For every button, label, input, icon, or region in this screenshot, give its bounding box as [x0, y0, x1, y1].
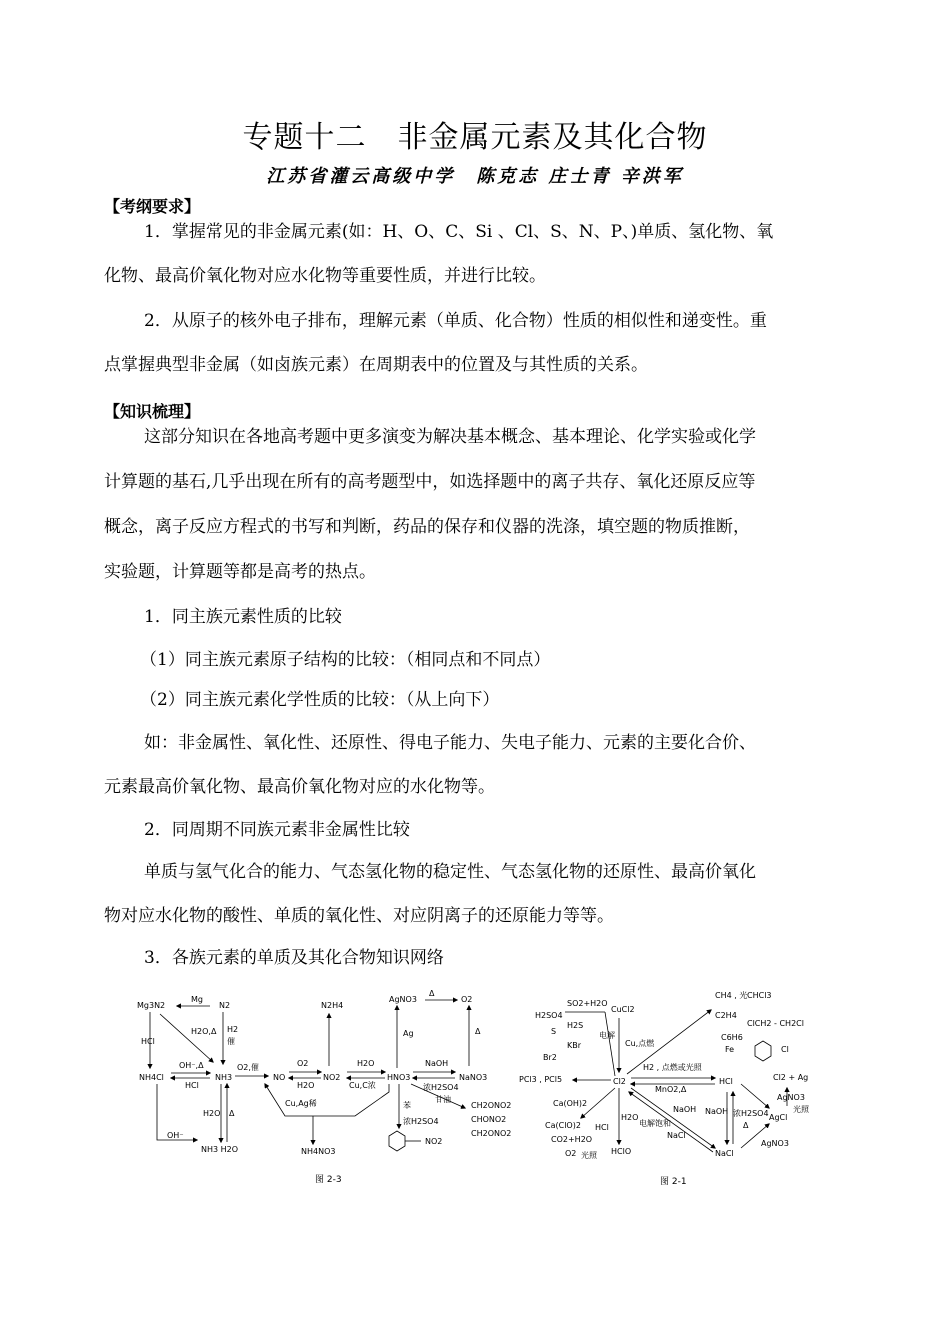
lbl-delta-3: Δ — [229, 1109, 235, 1118]
lbl-s: S — [551, 1027, 557, 1036]
lbl-oh-2: OH⁻ — [167, 1131, 184, 1140]
lbl-cl2: Cl2 — [613, 1077, 626, 1086]
lbl-br2: Br2 — [543, 1053, 557, 1062]
chlorine-network-svg — [515, 988, 825, 1163]
lbl-nano3: NaNO3 — [459, 1073, 488, 1082]
lbl-no2-b: NO2 — [425, 1137, 443, 1146]
benzene-ring-icon — [389, 1131, 405, 1151]
lbl-dianjie-baohe: 电解饱和 — [639, 1119, 671, 1128]
lbl-cu-dianran: Cu,点燃 — [625, 1039, 655, 1048]
lbl-cl2-ag: Cl2 + Ag — [773, 1073, 809, 1082]
lbl-mg3n2: Mg3N2 — [137, 1001, 166, 1010]
lbl-o2-cui: O2,催 — [237, 1063, 259, 1072]
lbl-naoh-2: NaOH — [705, 1107, 729, 1116]
lbl-nh3-h2o: NH3 H2O — [201, 1145, 239, 1154]
lbl-n2: N2 — [219, 1001, 231, 1010]
lbl-ch4: CH4 , 光 — [715, 991, 748, 1000]
requirement-2-line-1: 2．从原子的核外电子排布，理解元素（单质、化合物）性质的相似性和递变性。重 — [144, 311, 767, 331]
lbl-n2h4: N2H4 — [321, 1001, 344, 1010]
lbl-chcl3: CHCl3 — [747, 991, 772, 1000]
lbl-h2o-1: H2O — [297, 1081, 315, 1090]
lbl-h2so4: H2SO4 — [535, 1011, 563, 1020]
knowledge-para-line-3: 概念，离子反应方程式的书写和判断，药品的保存和仪器的洗涤，填空题的物质推断， — [104, 517, 750, 537]
lbl-agcl: AgCl — [769, 1113, 788, 1122]
lbl-nh3: NH3 — [215, 1073, 233, 1082]
lbl-naoh-1: NaOH — [673, 1105, 697, 1114]
lbl-h2o-r: H2O — [621, 1113, 639, 1122]
lbl-nacl-s: NaCl — [667, 1131, 686, 1140]
lbl-ester-3: CH2ONO2 — [471, 1129, 512, 1138]
lbl-oh-delta: OH⁻,Δ — [179, 1061, 204, 1070]
chlorobenzene-ring-icon — [755, 1041, 771, 1061]
lbl-o2-r: O2 — [565, 1149, 577, 1158]
lbl-nong-h2so4-r: 浓H2SO4 — [733, 1109, 769, 1118]
lbl-h2s: H2S — [567, 1021, 584, 1030]
lbl-cl: Cl — [781, 1045, 789, 1054]
item-1-heading: 1．同主族元素性质的比较 — [144, 607, 342, 627]
lbl-ester-2: CHONO2 — [471, 1115, 507, 1124]
lbl-delta-r: Δ — [743, 1121, 749, 1130]
item-1-example-line-1: 如：非金属性、氧化性、还原性、得电子能力、失电子能力、元素的主要化合价、 — [144, 733, 756, 753]
lbl-caoh2: Ca(OH)2 — [553, 1099, 588, 1108]
lbl-no: NO — [273, 1073, 286, 1082]
lbl-mg: Mg — [191, 995, 203, 1004]
lbl-kbr: KBr — [567, 1041, 582, 1050]
lbl-agno3: AgNO3 — [389, 995, 417, 1004]
lbl-nh4no3: NH4NO3 — [301, 1147, 336, 1156]
lbl-fe: Fe — [725, 1045, 735, 1054]
item-2-heading: 2．同周期不同族元素非金属性比较 — [144, 820, 410, 840]
item-1-sub-1: （1）同主族元素原子结构的比较：（相同点和不同点） — [140, 650, 551, 670]
lbl-h2o-2: H2O — [357, 1059, 375, 1068]
lbl-nh4cl: NH4Cl — [139, 1073, 164, 1082]
lbl-nacl: NaCl — [715, 1149, 734, 1158]
lbl-hcl-r: HCl — [595, 1123, 609, 1132]
item-2-line-1: 单质与氢气化合的能力、气态氢化物的稳定性、气态氢化物的还原性、最高价氧化 — [144, 862, 756, 882]
lbl-delta-2: Δ — [475, 1027, 481, 1036]
lbl-caclo2: Ca(ClO)2 — [545, 1121, 581, 1130]
lbl-h2-dianran: H2 , 点燃或光照 — [643, 1063, 702, 1072]
lbl-cu-c-nong: Cu,C浓 — [349, 1081, 376, 1090]
lbl-ag: Ag — [403, 1029, 414, 1038]
lbl-hcl2: HCl — [185, 1081, 199, 1090]
item-1-example-line-2: 元素最高价氧化物、最高价氧化物对应的水化物等。 — [104, 777, 495, 797]
chlorine-network-diagram — [515, 988, 825, 1167]
lbl-h2o-delta: H2O,Δ — [191, 1027, 217, 1036]
lbl-ben: 苯 — [403, 1101, 411, 1110]
item-1-sub-2: （2）同主族元素化学性质的比较：（从上向下） — [140, 690, 500, 710]
lbl-c2h4: C2H4 — [715, 1011, 737, 1020]
lbl-cu-ag-xi: Cu,Ag稀 — [285, 1099, 317, 1108]
knowledge-para-line-2: 计算题的基石,几乎出现在所有的高考题型中，如选择题中的离子共存、氧化还原反应等 — [104, 472, 756, 492]
lbl-agno3-b: AgNO3 — [761, 1139, 789, 1148]
right-figure-caption: 图 2-1 — [660, 1177, 687, 1187]
lbl-no2: NO2 — [323, 1073, 341, 1082]
lbl-nong-h2so4-b: 浓H2SO4 — [403, 1117, 439, 1126]
nitrogen-network-diagram — [135, 988, 525, 1162]
lbl-ganyou: 甘油 — [435, 1095, 451, 1104]
knowledge-para-line-4: 实验题，计算题等都是高考的热点。 — [104, 562, 376, 582]
lbl-hclo: HClO — [611, 1147, 632, 1156]
knowledge-heading: 【知识梳理】 — [104, 402, 201, 421]
lbl-o2-b: O2 — [461, 995, 473, 1004]
lbl-hno3: HNO3 — [387, 1073, 411, 1082]
item-3-heading: 3．各族元素的单质及其化合物知识网络 — [144, 948, 444, 968]
lbl-agno3-a: AgNO3 — [777, 1093, 805, 1102]
lbl-dianjie: 电解 — [599, 1031, 615, 1040]
authors-line: 江苏省灌云高级中学 陈克志 庄士青 辛洪军 — [266, 166, 684, 187]
lbl-h2: H2 — [227, 1025, 239, 1034]
lbl-nong-h2so4: 浓H2SO4 — [423, 1083, 459, 1092]
lbl-mno2: MnO2,Δ — [655, 1085, 687, 1094]
lbl-h2o-3: H2O — [203, 1109, 221, 1118]
lbl-so2-h2o: SO2+H2O — [567, 999, 608, 1008]
lbl-guangzhao-1: 光照 — [581, 1151, 597, 1160]
requirement-1-line-2: 化物、最高价氧化物对应水化物等重要性质，并进行比较。 — [104, 266, 546, 286]
lbl-clch2: ClCH2 - CH2Cl — [747, 1019, 804, 1028]
lbl-ester-1: CH2ONO2 — [471, 1101, 512, 1110]
lbl-co2-h2o: CO2+H2O — [551, 1135, 593, 1144]
lbl-o2: O2 — [297, 1059, 309, 1068]
lbl-naoh: NaOH — [425, 1059, 449, 1068]
lbl-cucl2: CuCl2 — [611, 1005, 635, 1014]
lbl-delta-1: Δ — [429, 989, 435, 998]
lbl-hcl1: HCl — [141, 1037, 155, 1046]
knowledge-para-line-1: 这部分知识在各地高考题中更多演变为解决基本概念、基本理论、化学实验或化学 — [144, 427, 756, 447]
requirement-2-line-2: 点掌握典型非金属（如卤族元素）在周期表中的位置及与其性质的关系。 — [104, 355, 648, 375]
item-2-line-2: 物对应水化物的酸性、单质的氧化性、对应阴离子的还原能力等等。 — [104, 906, 614, 926]
lbl-cui: 催 — [227, 1037, 235, 1046]
lbl-pcl3: PCl3 , PCl5 — [519, 1075, 563, 1084]
left-figure-caption: 图 2-3 — [315, 1175, 342, 1185]
requirement-1-line-1: 1．掌握常见的非金属元素(如：H、O、C、Si 、Cl、S、N、P、)单质、氢化物、氧 — [144, 222, 774, 242]
lbl-c6h6: C6H6 — [721, 1033, 743, 1042]
lbl-hcl-r2: HCl — [719, 1077, 733, 1086]
lbl-guangzhao-2: 光照 — [793, 1105, 809, 1114]
page-title: 专题十二 非金属元素及其化合物 — [242, 120, 708, 155]
requirements-heading: 【考纲要求】 — [104, 197, 201, 216]
nitrogen-network-svg — [135, 988, 525, 1158]
